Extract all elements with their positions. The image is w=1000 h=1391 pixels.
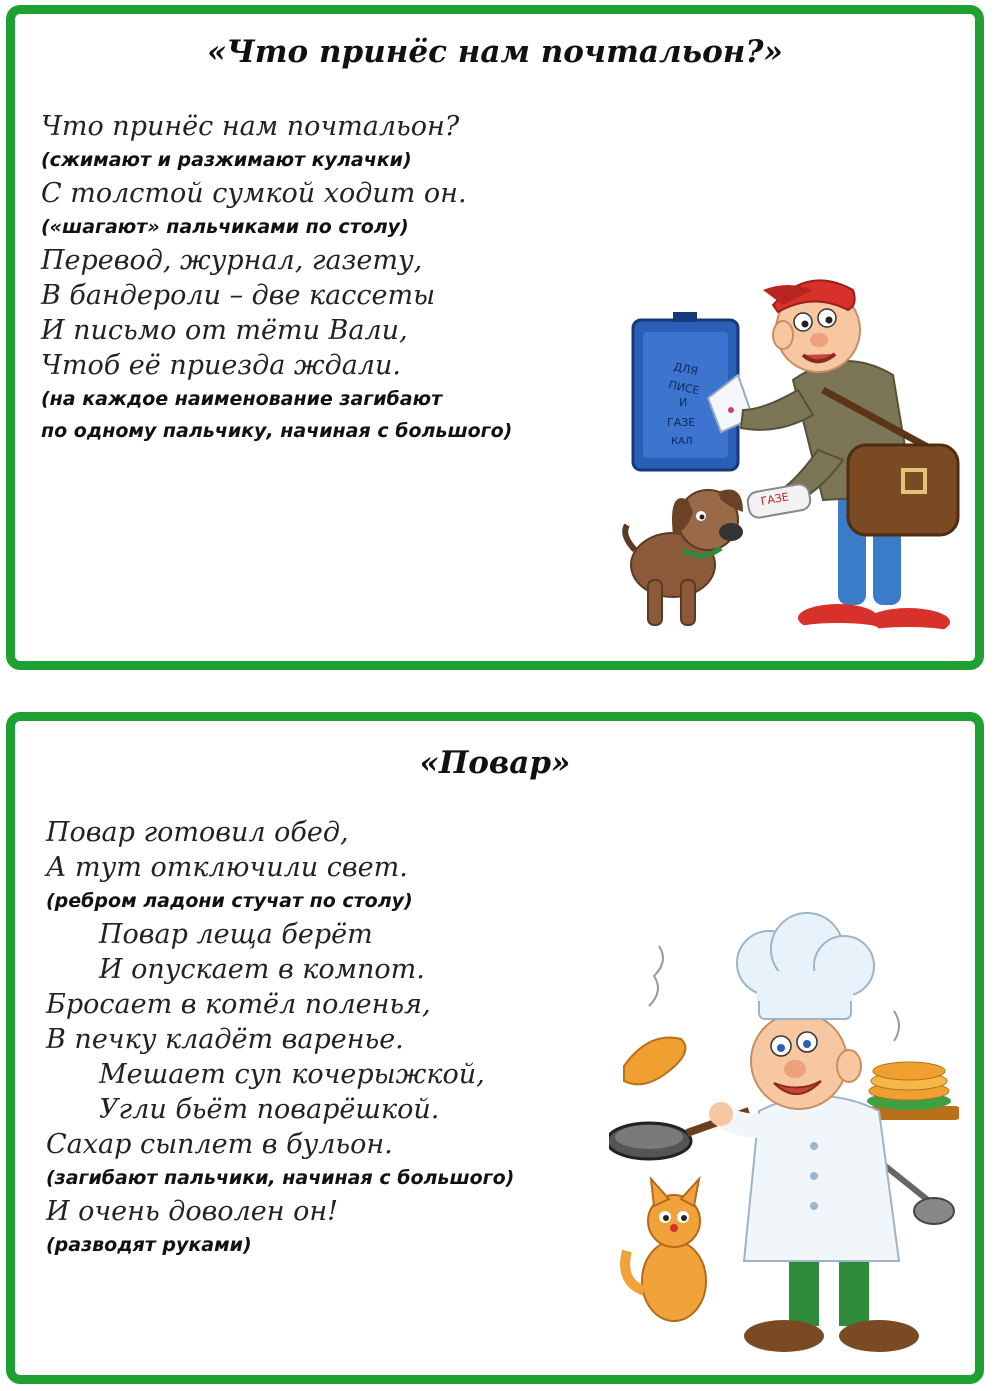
poem-line: Мешает суп кочерыжкой, [99,1059,485,1090]
instruction-line: (сжимают и разжимают кулачки) [41,149,412,171]
card-title: «Повар» [419,745,571,781]
instruction-line: (разводят руками) [46,1234,252,1256]
mailbox-label: И [679,396,688,409]
flying-pancake-illustration [624,946,685,1084]
dog-illustration [625,490,743,626]
newspaper-label: ГАЗЕ [759,490,790,509]
instruction-line: (загибают пальчики, начиная с большого) [46,1167,515,1189]
mailbox-label: ПИСЕ [667,378,701,398]
mailbox-label: ГАЗЕ [667,416,696,429]
poem-line: Сахар сыплет в бульон. [46,1129,393,1160]
poem-line: И очень доволен он! [46,1196,338,1227]
poem-lines [41,109,512,447]
chef-hat-illustration [737,913,874,1019]
mailbox-label: ДЛЯ [672,360,700,379]
card-title: «Что принёс нам почтальон?» [207,34,783,70]
poem-line: И письмо от тёти Вали, [41,315,408,346]
mailbox-label: КАЛ [671,436,693,447]
poem-line: Бросает в котёл поленья, [46,989,431,1020]
instruction-line: (на каждое наименование загибают [41,388,443,410]
cat-illustration [625,1179,706,1321]
chef-illustration [609,911,959,1371]
instruction-line: (ребром ладони стучат по столу) [46,890,413,912]
cook-card [6,712,984,1384]
poem-line: В печку кладёт варенье. [46,1024,404,1055]
poem-line: В бандероли – две кассеты [41,280,436,311]
poem-lines [46,815,514,1261]
poem-line: Угли бьёт поварёшкой. [99,1094,440,1125]
poem-line: А тут отключили свет. [46,852,408,883]
poem-line: С толстой сумкой ходит он. [41,178,467,209]
postman-card [6,5,984,670]
pancake-stack-illustration [867,1011,959,1120]
poem-line: И опускает в компот. [99,954,425,985]
postman-illustration [613,250,963,660]
instruction-line: по одному пальчику, начиная с большого) [41,420,513,442]
poem-line: Что принёс нам почтальон? [41,111,460,142]
instruction-line: («шагают» пальчиками по столу) [41,216,409,238]
newspaper-icon [746,483,812,519]
poem-line: Перевод, журнал, газету, [41,245,423,276]
poem-line: Повар готовил обед, [46,817,349,848]
poem-line: Повар леща берёт [99,919,373,950]
poem-line: Чтоб её приезда ждали. [41,350,401,381]
